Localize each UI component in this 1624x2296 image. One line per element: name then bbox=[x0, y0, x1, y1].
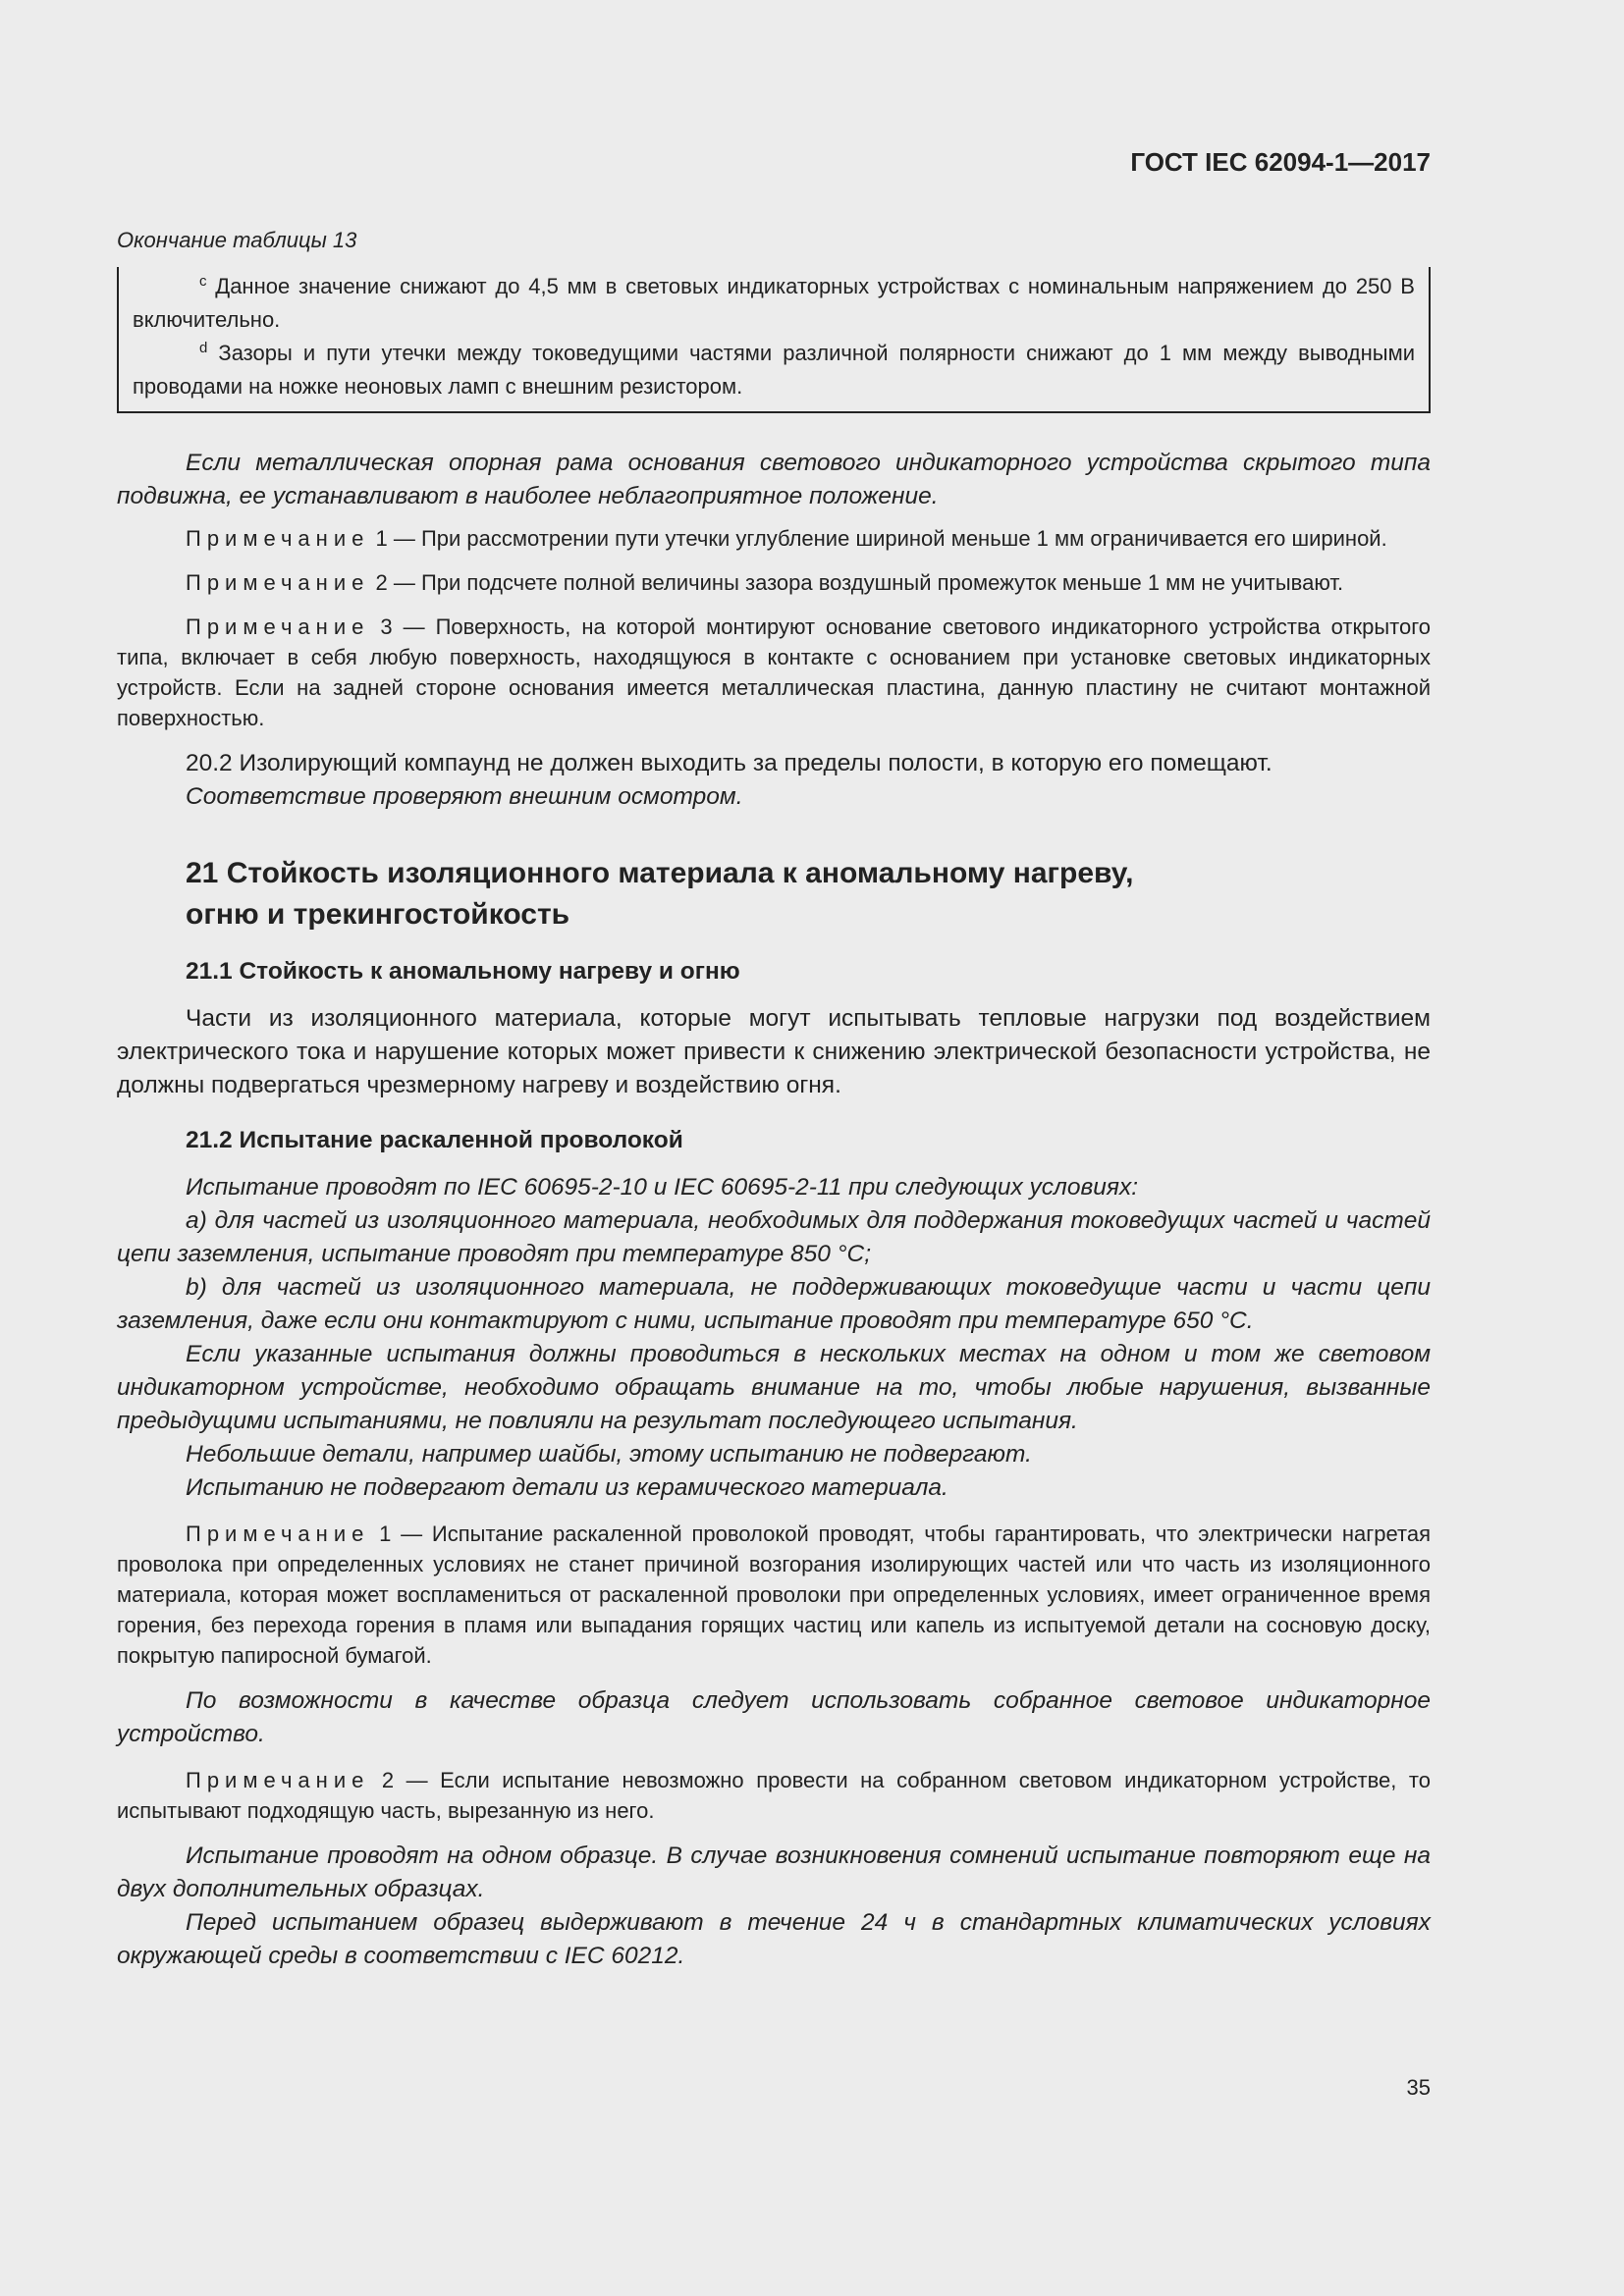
section-21-2-heading: 21.2 Испытание раскаленной проволокой bbox=[186, 1127, 683, 1153]
note-text: — Испытание раскаленной проволокой проводят, чтобы гарантировать, что электрически нагретая проволока при определенных условиях не станет причиной возгорания изолирующих частей или что часть из изоляционного материала, которая может воспламениться от раскаленной проволоки при определенных условиях, имеет ограниченное время горения, без перехода горения в пламя или выпадания горящих частиц или капель из испытуемой детали на сосновую доску, покрытую папиросной бумагой. bbox=[117, 1522, 1431, 1668]
note-text: — При подсчете полной величины зазора воздушный промежуток меньше 1 мм не учитывают. bbox=[393, 570, 1344, 595]
footnote-d bbox=[133, 337, 1415, 403]
conditioning-rule: Перед испытанием образец выдерживают в течение 24 ч в стандартных климатических условиях окружающей среды в соответствии с IEC 60212. bbox=[117, 1909, 1431, 1969]
footnote-c bbox=[133, 270, 1415, 337]
section-21-1-text: Части из изоляционного материала, которые могут испытывать тепловые нагрузки под воздействием электрического тока и нарушение которых может привести к снижению электрической безопасности устройства, не должны подвергаться чрезмерному нагреву и воздействию огня. bbox=[117, 1005, 1431, 1098]
note-label: Примечание bbox=[186, 526, 370, 551]
section-21-heading bbox=[117, 853, 1431, 935]
section-21-1-heading: 21.1 Стойкость к аномальному нагреву и огню bbox=[186, 958, 740, 985]
heading-line-2: огню и трекингостойкость bbox=[186, 898, 570, 931]
note-label: Примечание bbox=[186, 1522, 370, 1546]
note-text: — Если испытание невозможно провести на собранном световом индикаторном устройстве, то испытывают подходящую часть, вырезанную из него. bbox=[117, 1768, 1431, 1823]
note-glow-wire-2 bbox=[117, 1765, 1431, 1826]
condition-b: b) для частей из изоляционного материала, не поддерживающих токоведущие части и части цепи заземления, даже если они контактируют с ними, испытание проводят при температуре 650 °C. bbox=[117, 1274, 1431, 1334]
paragraph-frame: Если металлическая опорная рама основания светового индикаторного устройства скрытого типа подвижна, ее устанавливают в наиболее неблагоприятное положение. bbox=[117, 450, 1431, 509]
note-number: 2 bbox=[375, 570, 388, 595]
table-caption: Окончание таблицы 13 bbox=[117, 228, 357, 252]
footnote-mark: c bbox=[199, 273, 207, 290]
note-1 bbox=[117, 523, 1431, 554]
note-label: Примечание bbox=[186, 570, 370, 595]
table-footnotes bbox=[117, 267, 1431, 413]
multiple-places-rule: Если указанные испытания должны проводиться в нескольких местах на одном и том же световом индикаторном устройстве, необходимо обращать внимание на то, чтобы любые нарушения, вызванные предыдущими испытаниями, не повлияли на результат последующего испытания. bbox=[117, 1341, 1431, 1434]
small-parts-rule: Небольшие детали, например шайбы, этому испытанию не подвергают. bbox=[186, 1441, 1032, 1468]
document-code: ГОСТ IEC 62094-1—2017 bbox=[1130, 147, 1431, 177]
heading-line-1: 21 Стойкость изоляционного материала к аномальному нагреву, bbox=[186, 857, 1134, 889]
section-20-2-check: Соответствие проверяют внешним осмотром. bbox=[186, 783, 743, 810]
test-conditions: Испытание проводят по IEC 60695-2-10 и IEC 60695-2-11 при следующих условиях: bbox=[186, 1174, 1139, 1201]
note-number: 1 bbox=[375, 526, 388, 551]
note-2 bbox=[117, 567, 1431, 598]
page-number: 35 bbox=[1406, 2075, 1431, 2100]
note-3 bbox=[117, 612, 1431, 733]
page-content bbox=[117, 224, 1431, 1973]
sample-paragraph: По возможности в качестве образца следует использовать собранное световое индикаторное устройство. bbox=[117, 1687, 1431, 1747]
single-sample-rule: Испытание проводят на одном образце. В случае возникновения сомнений испытание повторяют еще на двух дополнительных образцах. bbox=[117, 1842, 1431, 1902]
section-20-2: 20.2 Изолирующий компаунд не должен выходить за пределы полости, в которую его помещают. bbox=[186, 750, 1272, 776]
note-number: 1 bbox=[379, 1522, 392, 1546]
note-label: Примечание bbox=[186, 614, 370, 639]
footnote-text: Данное значение снижают до 4,5 мм в световых индикаторных устройствах с номинальным напряжением до 250 В включительно. bbox=[133, 274, 1415, 332]
note-glow-wire-1 bbox=[117, 1519, 1431, 1671]
note-text: — Поверхность, на которой монтируют основание светового индикаторного устройства открытого типа, включает в себя любую поверхность, находящуюся в контакте с основанием при установке световых индикаторных устройств. Если на задней стороне основания имеется металлическая пластина, данную пластину не считают монтажной поверхностью. bbox=[117, 614, 1432, 730]
footnote-text: Зазоры и пути утечки между токоведущими частями различной полярности снижают до 1 мм между выводными проводами на ножке неоновых ламп с внешним резистором. bbox=[133, 341, 1415, 399]
note-label: Примечание bbox=[186, 1768, 370, 1792]
note-number: 3 bbox=[380, 614, 393, 639]
note-text: — При рассмотрении пути утечки углубление шириной меньше 1 мм ограничивается его шириной. bbox=[393, 526, 1387, 551]
ceramic-rule: Испытанию не подвергают детали из керамического материала. bbox=[186, 1474, 948, 1501]
footnote-mark: d bbox=[199, 340, 208, 356]
condition-a: a) для частей из изоляционного материала, необходимых для поддержания токоведущих частей и частей цепи заземления, испытание проводят при температуре 850 °C; bbox=[117, 1207, 1431, 1267]
note-number: 2 bbox=[381, 1768, 395, 1792]
